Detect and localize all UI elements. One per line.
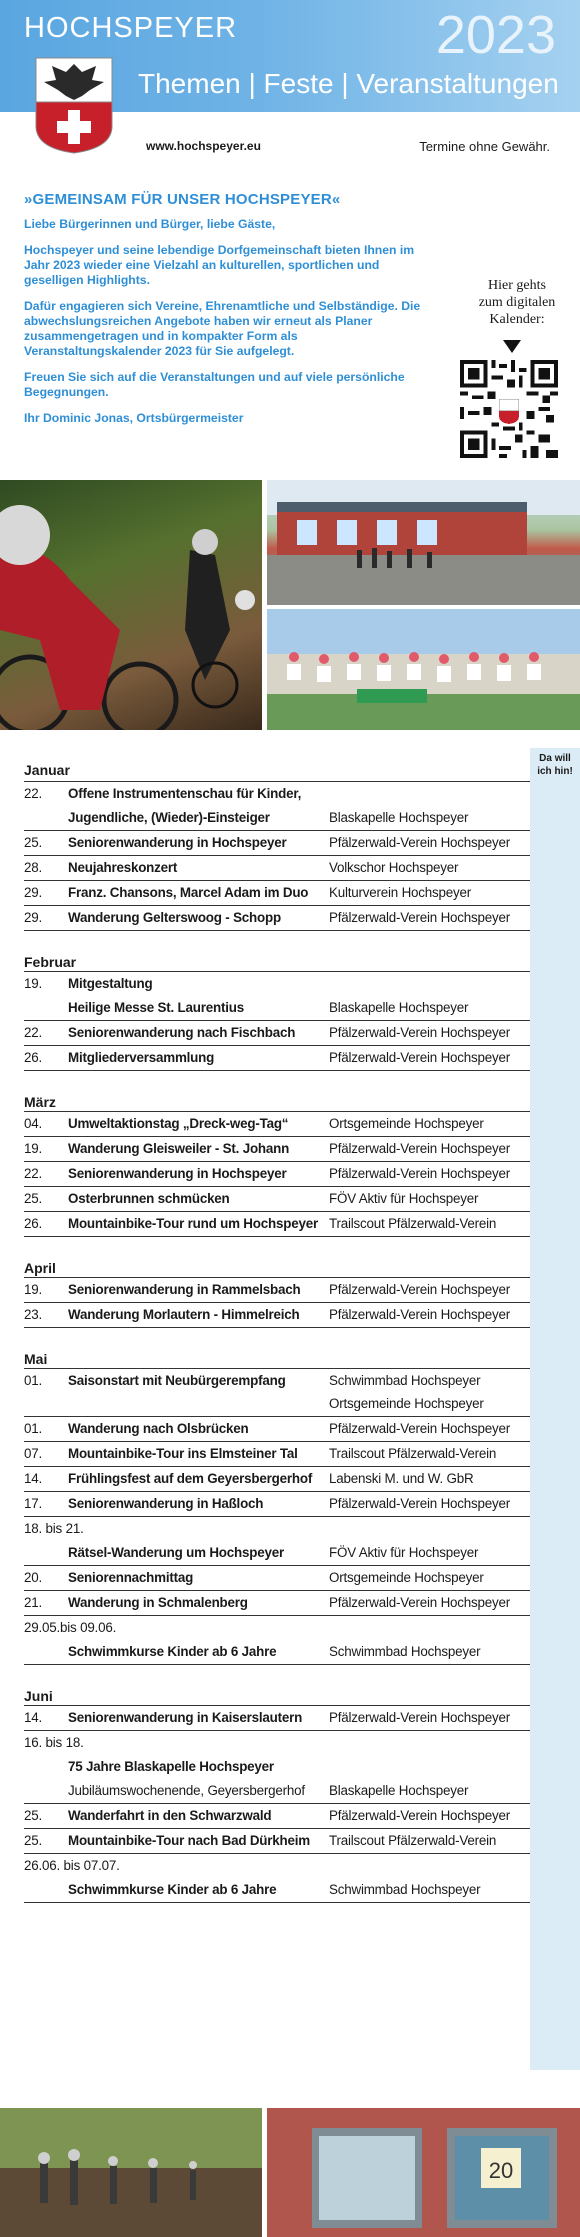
event-organizer: Kulturverein Hochspeyer	[329, 885, 472, 900]
month-heading: Januar	[24, 760, 530, 782]
event-date: 16. bis 18.	[24, 1735, 84, 1750]
month-heading: April	[24, 1251, 530, 1278]
month-spacer	[24, 1071, 530, 1085]
event-date: 26.	[24, 1216, 43, 1231]
disclaimer: Termine ohne Gewähr.	[419, 139, 550, 154]
event-title: Offene Instrumentenschau für Kinder,	[68, 786, 302, 801]
event-date: 21.	[24, 1595, 43, 1610]
photo-building-group	[267, 480, 580, 605]
website-link[interactable]: www.hochspeyer.eu	[146, 139, 261, 153]
checkbox-column-header	[530, 752, 580, 778]
checkbox-column[interactable]	[530, 748, 580, 2070]
event-title: Wanderung in Schmalenberg	[68, 1595, 248, 1610]
event-row[interactable]	[24, 1046, 530, 1071]
event-organizer: Schwimmbad Hochspeyer	[329, 1882, 481, 1897]
event-title: Umweltaktionstag „Dreck-weg-Tag“	[68, 1116, 289, 1131]
event-date: 29.05.bis 09.06.	[24, 1620, 117, 1635]
month-heading: Februar	[24, 945, 530, 972]
intro-paragraph: Freuen Sie sich auf die Veranstaltungen und auf viele persönliche Begegnungen.	[24, 370, 405, 399]
event-date: 19.	[24, 1141, 43, 1156]
event-title-line: Heilige Messe St. Laurentius	[68, 1000, 244, 1015]
subtitle: Themen | Feste | Veranstaltungen	[138, 68, 559, 99]
event-title: Seniorenwanderung in Kaiserslautern	[68, 1710, 303, 1725]
event-row[interactable]	[24, 972, 530, 1021]
event-row[interactable]	[24, 1804, 530, 1829]
event-row[interactable]	[24, 1616, 530, 1665]
event-date: 01.	[24, 1373, 43, 1388]
event-date: 19.	[24, 1282, 43, 1297]
event-title: Seniorenwanderung in Haßloch	[68, 1496, 264, 1511]
event-row[interactable]	[24, 1369, 530, 1417]
event-date: 26.06. bis 07.07.	[24, 1858, 120, 1873]
event-organizer: Pfälzerwald-Verein Hochspeyer	[329, 1166, 511, 1181]
event-row[interactable]	[24, 1187, 530, 1212]
month-spacer	[24, 931, 530, 945]
event-organizer: Pfälzerwald-Verein Hochspeyer	[329, 1808, 511, 1823]
event-organizer: Ortsgemeinde Hochspeyer	[329, 1116, 484, 1131]
event-title: Wanderung Gelterswoog - Schopp	[68, 910, 281, 925]
event-organizer: FÖV Aktiv für Hochspeyer	[329, 1191, 479, 1206]
event-title: Schwimmkurse Kinder ab 6 Jahre	[68, 1644, 277, 1659]
event-organizer: Pfälzerwald-Verein Hochspeyer	[329, 1710, 511, 1725]
event-organizer: Pfälzerwald-Verein Hochspeyer	[329, 1496, 511, 1511]
event-row[interactable]	[24, 1517, 530, 1566]
event-row[interactable]	[24, 1137, 530, 1162]
event-date: 29.	[24, 885, 43, 900]
event-title: Mitgliederversammlung	[68, 1050, 215, 1065]
event-title: Wanderung Gleisweiler - St. Johann	[68, 1141, 290, 1156]
event-title: Schwimmkurse Kinder ab 6 Jahre	[68, 1882, 277, 1897]
event-organizer: Pfälzerwald-Verein Hochspeyer	[329, 1141, 511, 1156]
event-organizer: Pfälzerwald-Verein Hochspeyer	[329, 1282, 511, 1297]
event-date: 17.	[24, 1496, 43, 1511]
event-date: 29.	[24, 910, 43, 925]
event-row[interactable]	[24, 856, 530, 881]
event-date: 04.	[24, 1116, 43, 1131]
event-row[interactable]	[24, 1731, 530, 1804]
coat-of-arms-icon	[34, 56, 114, 154]
event-row[interactable]	[24, 1467, 530, 1492]
event-title: Saisonstart mit Neubürgerempfang	[68, 1373, 286, 1388]
year: 2023	[435, 5, 556, 65]
event-organizer: Pfälzerwald-Verein Hochspeyer	[329, 835, 511, 850]
event-row[interactable]	[24, 782, 530, 831]
event-organizer: Pfälzerwald-Verein Hochspeyer	[329, 1421, 511, 1436]
event-organizer: Ortsgemeinde Hochspeyer	[329, 1570, 484, 1585]
event-date: 22.	[24, 1166, 43, 1181]
event-row[interactable]	[24, 1492, 530, 1517]
month-spacer	[24, 1328, 530, 1342]
event-date: 25.	[24, 1808, 43, 1823]
event-organizer: Trailscout Pfälzerwald-Verein	[329, 1833, 497, 1848]
event-organizer: Blaskapelle Hochspeyer	[329, 1783, 469, 1798]
intro-heading: »GEMEINSAM FÜR UNSER HOCHSPEYER«	[24, 191, 341, 208]
event-date: 23.	[24, 1307, 43, 1322]
event-title: Wanderung Morlautern - Himmelreich	[68, 1307, 300, 1322]
column-note: Da will	[539, 753, 571, 764]
month-spacer	[24, 1903, 530, 1917]
event-row[interactable]	[24, 1854, 530, 1903]
event-title: Mountainbike-Tour ins Elmsteiner Tal	[68, 1446, 298, 1461]
intro-paragraph: Hochspeyer und seine lebendige Dorfgemeinschaft bieten Ihnen im Jahr 2023 wieder eine Vielzahl an kulturellen, sportlichen und geselligen Highlights.	[24, 243, 415, 287]
photo-mountainbike	[0, 480, 262, 730]
event-row[interactable]	[24, 1212, 530, 1237]
event-title: Neujahreskonzert	[68, 860, 178, 875]
event-title: Mountainbike-Tour nach Bad Dürkheim	[68, 1833, 310, 1848]
event-date: 25.	[24, 835, 43, 850]
intro-paragraph: Dafür engagieren sich Vereine, Ehrenamtliche und Selbständige. Die abwechslungsreichen Angebote haben wir erneut als Planer zusammengetragen und in kompakter Form als Veranstaltungskalender 2023 für Sie aufgelegt.	[24, 299, 421, 358]
event-date: 25.	[24, 1191, 43, 1206]
event-row[interactable]	[24, 1829, 530, 1854]
event-row[interactable]	[24, 906, 530, 931]
event-date: 26.	[24, 1050, 43, 1065]
qr-caption-line: Hier gehts	[488, 278, 546, 293]
event-row[interactable]	[24, 1021, 530, 1046]
event-title: Wanderung nach Olsbrücken	[68, 1421, 249, 1436]
month-heading: Mai	[24, 1342, 530, 1369]
event-title: Seniorenwanderung in Hochspeyer	[68, 835, 287, 850]
event-row[interactable]	[24, 881, 530, 906]
event-organizer: Blaskapelle Hochspeyer	[329, 1000, 469, 1015]
qr-caption-line: Kalender:	[489, 312, 545, 327]
event-title: Mountainbike-Tour rund um Hochspeyer	[68, 1216, 318, 1231]
event-title: Frühlingsfest auf dem Geyersbergerhof	[68, 1471, 313, 1486]
event-title: Seniorennachmittag	[68, 1570, 194, 1585]
svg-text:20: 20	[488, 2158, 514, 2183]
intro-signature: Ihr Dominic Jonas, Ortsbürgermeister	[24, 411, 244, 425]
event-calendar	[24, 760, 530, 1917]
event-title: Osterbrunnen schmücken	[68, 1191, 230, 1206]
event-date: 01.	[24, 1421, 43, 1436]
event-date: 14.	[24, 1471, 43, 1486]
event-row[interactable]	[24, 1278, 530, 1303]
month-heading: März	[24, 1085, 530, 1112]
event-title: Seniorenwanderung in Hochspeyer	[68, 1166, 287, 1181]
event-organizer: Trailscout Pfälzerwald-Verein	[329, 1446, 497, 1461]
event-organizer: Pfälzerwald-Verein Hochspeyer	[329, 910, 511, 925]
event-date: 18. bis 21.	[24, 1521, 84, 1536]
event-title-line: Jubiläumswochenende, Geyersbergerhof	[68, 1783, 305, 1798]
event-date: 20.	[24, 1570, 43, 1585]
event-organizer: Pfälzerwald-Verein Hochspeyer	[329, 1025, 511, 1040]
event-organizer: Schwimmbad Hochspeyer	[329, 1644, 481, 1659]
event-row[interactable]	[24, 1417, 530, 1442]
event-title: Wanderfahrt in den Schwarzwald	[68, 1808, 272, 1823]
event-organizer: Volkschor Hochspeyer	[329, 860, 459, 875]
event-title: Mitgestaltung	[68, 976, 153, 991]
event-title: 75 Jahre Blaskapelle Hochspeyer	[68, 1759, 274, 1774]
photo-hikers	[0, 2108, 262, 2237]
event-title: Rätsel-Wanderung um Hochspeyer	[68, 1545, 284, 1560]
event-date: 22.	[24, 1025, 43, 1040]
event-date: 14.	[24, 1710, 43, 1725]
event-title-line: Jugendliche, (Wieder)-Einsteiger	[68, 810, 270, 825]
town-name: HOCHSPEYER	[24, 12, 238, 44]
event-organizer: Pfälzerwald-Verein Hochspeyer	[329, 1307, 511, 1322]
month-heading: Juni	[24, 1679, 530, 1706]
event-organizer: Labenski M. und W. GbR	[329, 1471, 474, 1486]
month-spacer	[24, 1237, 530, 1251]
event-title: Franz. Chansons, Marcel Adam im Duo	[68, 885, 309, 900]
event-organizer: Pfälzerwald-Verein Hochspeyer	[329, 1050, 511, 1065]
event-row[interactable]	[24, 1706, 530, 1731]
column-note: ich hin!	[537, 766, 573, 777]
event-row[interactable]	[24, 1112, 530, 1137]
event-organizer: Blaskapelle Hochspeyer	[329, 810, 469, 825]
qr-caption-line: zum digitalen	[478, 295, 556, 310]
header	[0, 0, 580, 154]
month-spacer	[24, 1665, 530, 1679]
intro-text	[24, 192, 424, 437]
photo-children-group	[267, 609, 580, 730]
event-date: 07.	[24, 1446, 43, 1461]
qr-code-icon[interactable]	[460, 360, 558, 458]
event-title: Seniorenwanderung nach Fischbach	[68, 1025, 296, 1040]
intro-greeting: Liebe Bürgerinnen und Bürger, liebe Gäste,	[24, 217, 276, 231]
event-row[interactable]	[24, 831, 530, 856]
photo-advent-window	[267, 2108, 580, 2237]
event-organizer: Trailscout Pfälzerwald-Verein	[329, 1216, 497, 1231]
event-row[interactable]	[24, 1442, 530, 1467]
event-row[interactable]	[24, 1303, 530, 1328]
event-date: 19.	[24, 976, 43, 991]
event-organizer: Ortsgemeinde Hochspeyer	[329, 1396, 484, 1411]
qr-caption	[462, 277, 572, 328]
event-organizer: Pfälzerwald-Verein Hochspeyer	[329, 1595, 511, 1610]
event-organizer: FÖV Aktiv für Hochspeyer	[329, 1545, 479, 1560]
event-row[interactable]	[24, 1566, 530, 1591]
event-date: 22.	[24, 786, 43, 801]
event-row[interactable]	[24, 1162, 530, 1187]
event-date: 25.	[24, 1833, 43, 1848]
event-organizer: Schwimmbad Hochspeyer	[329, 1373, 481, 1388]
arrow-down-icon	[503, 340, 521, 353]
event-row[interactable]	[24, 1591, 530, 1616]
event-date: 28.	[24, 860, 43, 875]
event-title: Seniorenwanderung in Rammelsbach	[68, 1282, 301, 1297]
